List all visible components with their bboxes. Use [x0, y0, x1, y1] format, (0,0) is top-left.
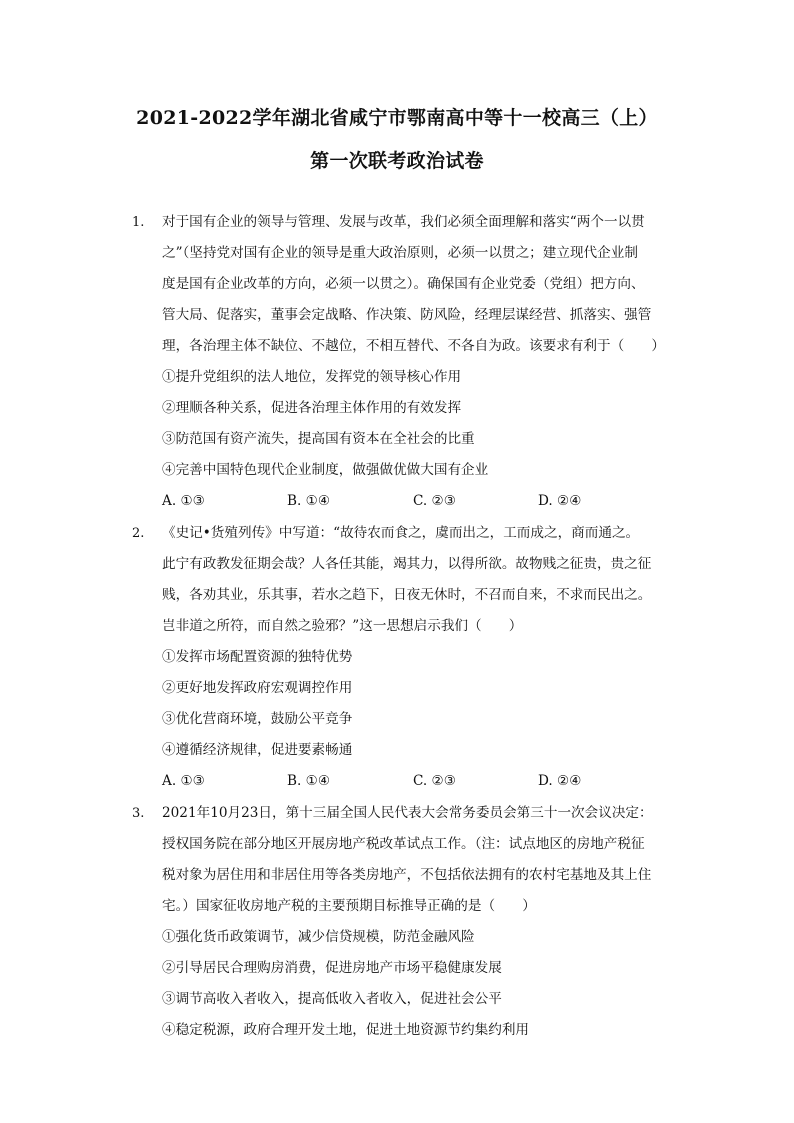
- question-text-line: 授权国务院在部分地区开展房地产税改革试点工作。（注：试点地区的房地产税征: [162, 836, 645, 852]
- statement-option: ②理顺各种关系，促进各治理主体作用的有效发挥: [162, 400, 462, 416]
- question-text-line: 税对象为居住用和非居住用等各类房地产，不包括依法拥有的农村宅基地及其上住: [162, 867, 652, 883]
- statement-option: ③调节高收入者收入，提高低收入者收入，促进社会公平: [162, 991, 502, 1007]
- statement-option: ①提升党组织的法人地位，发挥党的领导核心作用: [162, 369, 462, 385]
- statement-option: ④稳定税源，政府合理开发土地，促进土地资源节约集约利用: [162, 1022, 530, 1038]
- question-text-line: 之”（坚持党对国有企业的领导是重大政治原则，必须一以贯之；建立现代企业制: [162, 245, 638, 261]
- answer-choice-c: C. ②③: [413, 493, 456, 509]
- statement-option: ①强化货币政策调节，减少信贷规模，防范金融风险: [162, 929, 475, 945]
- statement-option: ②更好地发挥政府宏观调控作用: [162, 680, 353, 696]
- question-number: 1.: [132, 215, 145, 230]
- exam-title-line-2: 第一次联考政治试卷: [310, 150, 484, 172]
- statement-option: ③优化营商环境，鼓励公平竞争: [162, 711, 353, 727]
- question-text-line: 管大局、促落实，董事会定战略、作决策、防风险，经理层谋经营、抓落实、强管: [162, 307, 652, 323]
- question-text-line: 理，各治理主体不缺位、不越位，不相互替代、不各自为政。该要求有利于（ ）: [162, 338, 665, 354]
- question-number: 3.: [132, 806, 145, 821]
- exam-title-line-1: 2021-2022学年湖北省咸宁市鄂南高中等十一校高三（上）: [136, 107, 658, 129]
- answer-choice-b: B. ①④: [287, 773, 331, 789]
- statement-option: ③防范国有资产流失，提高国有资本在全社会的比重: [162, 431, 475, 447]
- statement-option: ②引导居民合理购房消费，促进房地产市场平稳健康发展: [162, 960, 502, 976]
- answer-choice-d: D. ②④: [538, 773, 582, 789]
- statement-option: ④完善中国特色现代企业制度，做强做优做大国有企业: [162, 462, 489, 478]
- question-text-line: 2021年10月23日，第十三届全国人民代表大会常务委员会第三十一次会议决定：: [162, 805, 653, 821]
- answer-choice-a: A. ①③: [162, 493, 205, 509]
- question-text-line: 《史记•货殖列传》中写道：“故待农而食之，虞而出之，工而成之，商而通之。: [162, 525, 640, 541]
- answer-choice-a: A. ①③: [162, 773, 205, 789]
- question-number: 2.: [132, 526, 145, 541]
- question-text-line: 宅。）国家征收房地产税的主要预期目标推导正确的是（ ）: [162, 898, 536, 914]
- answer-choice-c: C. ②③: [413, 773, 456, 789]
- question-text-line: 贱，各劝其业，乐其事，若水之趋下，日夜无休时，不召而自来，不求而民出之。: [162, 587, 652, 603]
- statement-option: ④遵循经济规律，促进要素畅通: [162, 742, 353, 758]
- question-text-line: 此宁有政教发征期会哉？人各任其能，竭其力，以得所欲。故物贱之征贵，贵之征: [162, 556, 652, 572]
- question-text-line: 对于国有企业的领导与管理、发展与改革，我们必须全面理解和落实“两个一以贯: [162, 214, 645, 230]
- statement-option: ①发挥市场配置资源的独特优势: [162, 649, 353, 665]
- answer-choice-b: B. ①④: [287, 493, 331, 509]
- question-text-line: 度是国有企业改革的方向，必须一以贯之）。确保国有企业党委（党组）把方向、: [162, 276, 645, 292]
- question-text-line: 岂非道之所符，而自然之验邪？”这一思想启示我们（ ）: [162, 618, 523, 634]
- answer-choice-d: D. ②④: [538, 493, 582, 509]
